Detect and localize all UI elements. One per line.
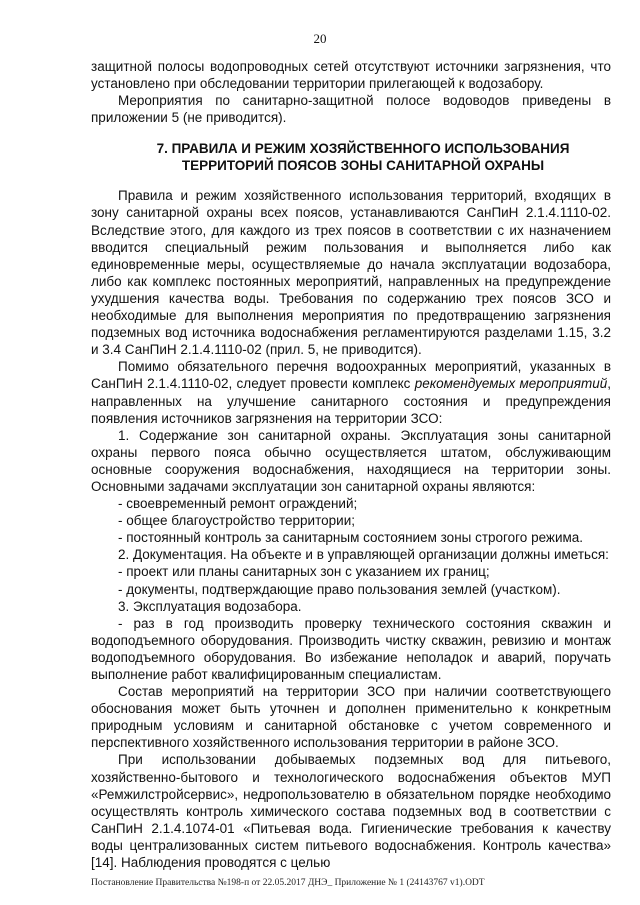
heading-line-1: 7. ПРАВИЛА И РЕЖИМ ХОЗЯЙСТВЕННОГО ИСПОЛЬЗОВАНИЯ — [156, 141, 570, 157]
bullet-repair: - своевременный ремонт ограждений; — [118, 496, 358, 512]
paragraph-besides — [91, 358, 611, 426]
section-heading — [91, 140, 611, 174]
paragraph-measures: Мероприятия по санитарно-защитной полосе водоводов приведены в приложении 5 (не приводится). — [91, 93, 611, 126]
paragraph-item-3-text: - раз в год производить проверку технического состояния скважин и водоподъемного оборудования. Производить чистку скважин, ревизию и монтаж водоподъемного оборудования. Во избежание неполадок и аварий, поручать выполнение работ квалифицированным специалистам. — [91, 615, 611, 682]
bullet-landscaping: - общее благоустройство территории; — [118, 513, 355, 529]
paragraph-item-2: 2. Документация. На объекте и в управляющей организации должны иметься: — [118, 547, 609, 563]
paragraph-rules: Правила и режим хозяйственного использования территорий, входящих в зону санитарной охраны всех поясов, устанавливаются СанПиН 2.1.4.1110-02. Вследствие этого, для каждого из трех поясов в соответствии с их назначением вводится специальный режим пользования и выполняется либо как единовременные меры, осуществляемые до начала эксплуатации водозабора, либо как комплекс постоянных мероприятий, направленных на предупреждение ухудшения качества воды. Требования по содержанию трех поясов ЗСО и необходимые для выполнения мероприятия по предотвращению загрязнения подземных вод источника водоснабжения регламентируются разделами 1.15, 3.2 и 3.4 СанПиН 2.1.4.1110-02 (прил. 5, не приводится). — [91, 188, 611, 358]
bullet-control: - постоянный контроль за санитарным состоянием зоны строгого режима. — [118, 530, 584, 546]
paragraph-composition: Состав мероприятий на территории ЗСО при наличии соответствующего обоснования может быть уточнен и дополнен применительно к конкретным природным условиям и санитарной обстановке с учетом современного и перспективного хозяйственного использования территории в районе ЗСО. — [91, 684, 611, 751]
paragraph-usage: При использовании добываемых подземных вод для питьевого, хозяйственно-бытового и технологического водоснабжения объектов МУП «Ремжилстройсервис», недропользователю в обязательном порядке необходимо осуществлять контроль химического состава подземных вод в соответствии с СанПиН 2.1.4.1074-01 «Питьевая вода. Гигиенические требования к качеству воды централизованных систем питьевого водоснабжения. Контроль качества» [14]. Наблюдения проводятся с целью — [91, 752, 611, 871]
page-number: 20 — [313, 31, 327, 46]
document-footer: Постановление Правительства №198-п от 22.05.2017 ДНЭ_ Приложение № 1 (24143767 v1).ODT — [91, 878, 485, 888]
besides-text-a: Помимо обязательного перечня водоохранных мероприятий, указанных в СанПиН 2.1.4.1110-02, следует провести комплекс — [91, 359, 611, 392]
document-body — [91, 58, 611, 871]
bullet-project: - проект или планы санитарных зон с указанием их границ; — [118, 564, 490, 580]
paragraph-item-3: 3. Эксплуатация водозабора. — [118, 598, 302, 614]
paragraph-intro: защитной полосы водопроводных сетей отсутствуют источники загрязнения, что установлено при обследовании территории прилегающей к водозабору. — [91, 59, 611, 92]
besides-text-b: , направленных на улучшение санитарного состояния и предупреждения появления источников загрязнения на территории ЗСО: — [91, 376, 611, 426]
bullet-documents: - документы, подтверждающие право пользования землей (участком). — [118, 581, 561, 597]
paragraph-item-1: 1. Содержание зон санитарной охраны. Эксплуатация зоны санитарной охраны первого пояса обычно осуществляется штатом, обслуживающим основные сооружения водоснабжения, находящиеся на территории зоны. Основными задачами эксплуатации зон санитарной охраны являются: — [91, 427, 611, 494]
besides-emphasis: рекомендуемых мероприятий — [414, 376, 608, 392]
heading-line-2: ТЕРРИТОРИЙ ПОЯСОВ ЗОНЫ САНИТАРНОЙ ОХРАНЫ — [181, 158, 545, 174]
